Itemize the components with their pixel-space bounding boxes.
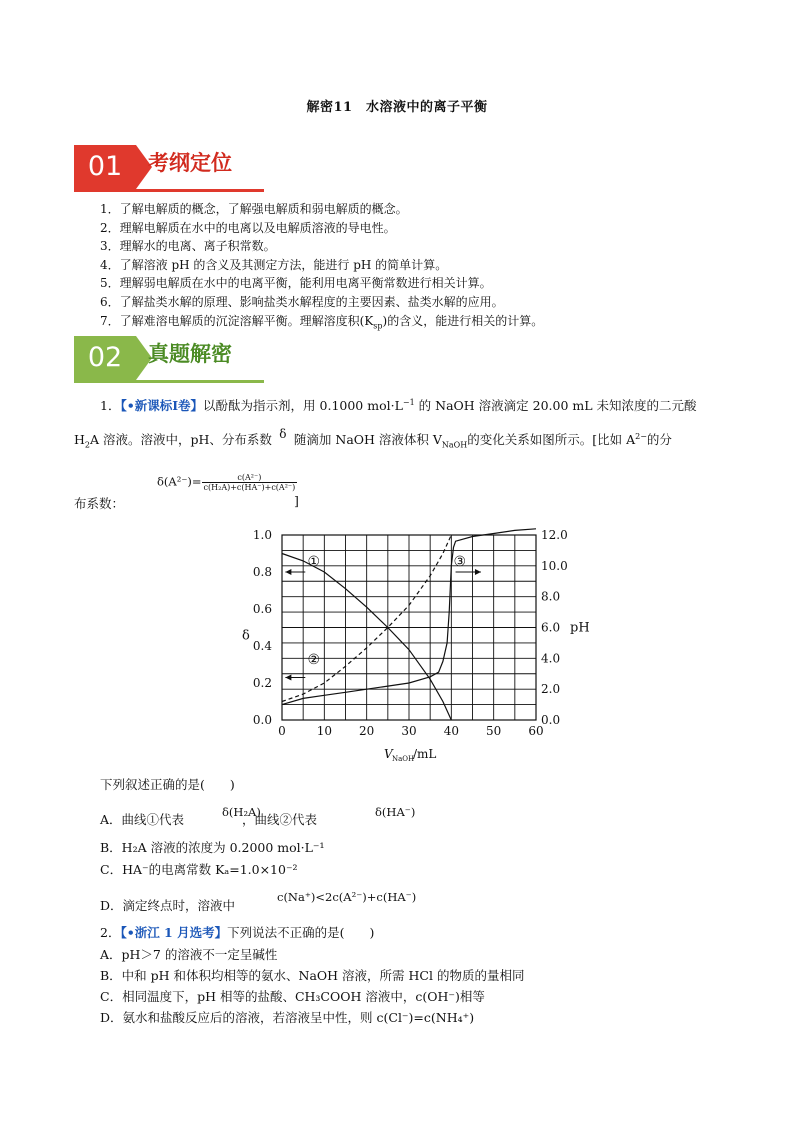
- ksp-subscript: sp: [373, 320, 383, 330]
- section-number: 02: [74, 336, 136, 380]
- section-banner-01: [74, 145, 264, 193]
- left-tick-label: 0.6: [252, 602, 272, 616]
- option-a-math-2: δ(HA⁻): [375, 805, 416, 819]
- page-title: 解密11 水溶液中的离子平衡: [306, 100, 488, 115]
- banner-underline: [74, 189, 264, 192]
- curve-label-3: ③: [453, 553, 467, 570]
- q2-stem: [100, 924, 374, 942]
- left-tick-label: 0.4: [252, 639, 272, 653]
- curve-label-1: ①: [307, 553, 321, 570]
- question-number: 2．: [100, 925, 121, 940]
- y-axis-label-right: pH: [570, 620, 590, 636]
- x-tick-label: 10: [316, 724, 332, 738]
- x-axis-label-subscript: NaOH: [392, 755, 415, 763]
- q1-option-c[interactable]: C．HA⁻的电离常数 Kₐ=1.0×10⁻²: [100, 862, 298, 877]
- banner-underline: [74, 380, 264, 383]
- objective-item: 2．理解电解质在水中的电离以及电解质溶液的导电性。: [100, 220, 396, 235]
- titration-chart: [230, 525, 590, 770]
- q2-text: 下列说法不正确的是( ): [227, 925, 375, 940]
- formula-numerator: c(A²⁻): [202, 473, 298, 483]
- question-source-tag: 【•新课标Ⅰ卷】: [120, 398, 204, 414]
- x-tick-label: 0: [278, 724, 286, 738]
- objective-item: [100, 312, 543, 336]
- q2-option-c[interactable]: C．相同温度下，pH 相等的盐酸、CH₃COOH 溶液中，c(OH⁻)相等: [100, 989, 485, 1004]
- y-axis-label-left: δ: [242, 628, 250, 644]
- q1-line-3: 布系数：: [74, 496, 125, 511]
- superscript-2minus: 2−: [635, 432, 647, 441]
- option-a-math-1: δ(H₂A): [222, 805, 261, 819]
- option-text: A．曲线①代表: [100, 812, 185, 827]
- q1-line-1: [100, 394, 697, 415]
- x-tick-label: 50: [486, 724, 502, 738]
- q2-option-d[interactable]: D．氨水和盐酸反应后的溶液，若溶液呈中性，则 c(Cl⁻)=c(NH₄⁺): [100, 1010, 475, 1025]
- right-tick-label: 0.0: [541, 713, 561, 727]
- left-tick-label: 0.8: [252, 565, 272, 579]
- arrow-3-head: [475, 569, 481, 575]
- q1-line-2: [74, 428, 672, 455]
- section-heading: 考纲定位: [148, 151, 232, 175]
- right-tick-label: 6.0: [541, 620, 561, 635]
- x-tick-label: 40: [443, 724, 459, 738]
- subscript-naoh: NaOH: [441, 440, 468, 450]
- subscript-2: 2: [84, 440, 90, 450]
- superscript-minus1: −1: [402, 398, 415, 407]
- section-banner-02: [74, 336, 264, 384]
- q2-option-b[interactable]: B．中和 pH 和体积均相等的氨水、NaOH 溶液，所需 HCl 的物质的量相同: [100, 968, 525, 983]
- right-tick-label: 12.0: [541, 528, 568, 542]
- q1-text: 的变化关系如图所示。[比如 A: [467, 432, 636, 448]
- curve-label-2: ②: [307, 651, 321, 668]
- section-heading: 真题解密: [148, 342, 232, 366]
- q1-text: H: [74, 432, 85, 448]
- arrow-1-head: [285, 569, 291, 575]
- question-number: 1．: [100, 398, 121, 414]
- objective-item: 4．了解溶液 pH 的含义及其测定方法，能进行 pH 的简单计算。: [100, 257, 448, 272]
- formula-lhs: δ(A²⁻)=: [157, 474, 202, 489]
- q1-text: 以酚酞为指示剂，用 0.1000 mol·L: [203, 398, 403, 414]
- q2-option-a[interactable]: A．pH＞7 的溶液不一定呈碱性: [100, 947, 278, 962]
- x-axis-label-unit: /mL: [413, 747, 437, 761]
- right-tick-label: 4.0: [541, 651, 561, 666]
- question-source-tag: 【•浙江 1 月选考】: [120, 925, 228, 940]
- objective-item: 1．了解电解质的概念，了解强电解质和弱电解质的概念。: [100, 202, 408, 216]
- option-text: ，曲线②代表: [242, 812, 318, 827]
- q1-text: 的 NaOH 溶液滴定 20.00 mL 未知浓度的二元酸: [414, 398, 697, 414]
- x-tick-label: 60: [528, 724, 544, 738]
- closing-bracket: ]: [294, 493, 299, 508]
- delta-symbol: δ: [279, 427, 287, 442]
- objective-item: 6．了解盐类水解的原理、影响盐类水解程度的主要因素、盐类水解的应用。: [100, 294, 504, 309]
- q1-text: 随滴加 NaOH 溶液体积 V: [293, 432, 442, 448]
- distribution-formula: [157, 473, 297, 492]
- right-tick-label: 8.0: [541, 589, 561, 604]
- x-tick-label: 20: [359, 724, 375, 738]
- objective-item: 5．理解弱电解质在水中的电离平衡，能利用电离平衡常数进行相关计算。: [100, 276, 492, 291]
- q1-text: 的分: [646, 432, 672, 448]
- objective-text: 7．了解难溶电解质的沉淀溶解平衡。理解溶度积(K: [100, 313, 374, 328]
- section-number: 01: [74, 145, 136, 189]
- q1-option-b[interactable]: B．H₂A 溶液的浓度为 0.2000 mol·L⁻¹: [100, 840, 325, 855]
- objectives-list: [100, 200, 543, 336]
- formula-fraction: [202, 473, 298, 492]
- q1-option-d[interactable]: D．滴定终点时，溶液中: [100, 898, 236, 913]
- q1-prompt: 下列叙述正确的是( ): [100, 777, 235, 792]
- objective-text: )的含义，能进行相关的计算。: [382, 313, 544, 328]
- left-tick-label: 0.2: [252, 676, 272, 690]
- formula-denominator: c(H₂A)+c(HA⁻)+c(A²⁻): [203, 483, 296, 492]
- left-tick-label: 0.0: [252, 713, 272, 727]
- q1-text: A 溶液。溶液中，pH、分布系数: [90, 432, 272, 448]
- option-d-math: c(Na⁺)<2c(A²⁻)+c(HA⁻): [277, 890, 417, 904]
- objective-item: 3．理解水的电离、离子积常数。: [100, 239, 276, 254]
- arrow-2-head: [285, 674, 291, 680]
- right-tick-label: 2.0: [541, 682, 561, 697]
- q1-option-a[interactable]: [100, 810, 317, 828]
- x-tick-label: 30: [401, 724, 417, 738]
- right-tick-label: 10.0: [541, 558, 568, 573]
- x-axis-label: V: [384, 747, 393, 761]
- left-tick-label: 1.0: [252, 528, 272, 542]
